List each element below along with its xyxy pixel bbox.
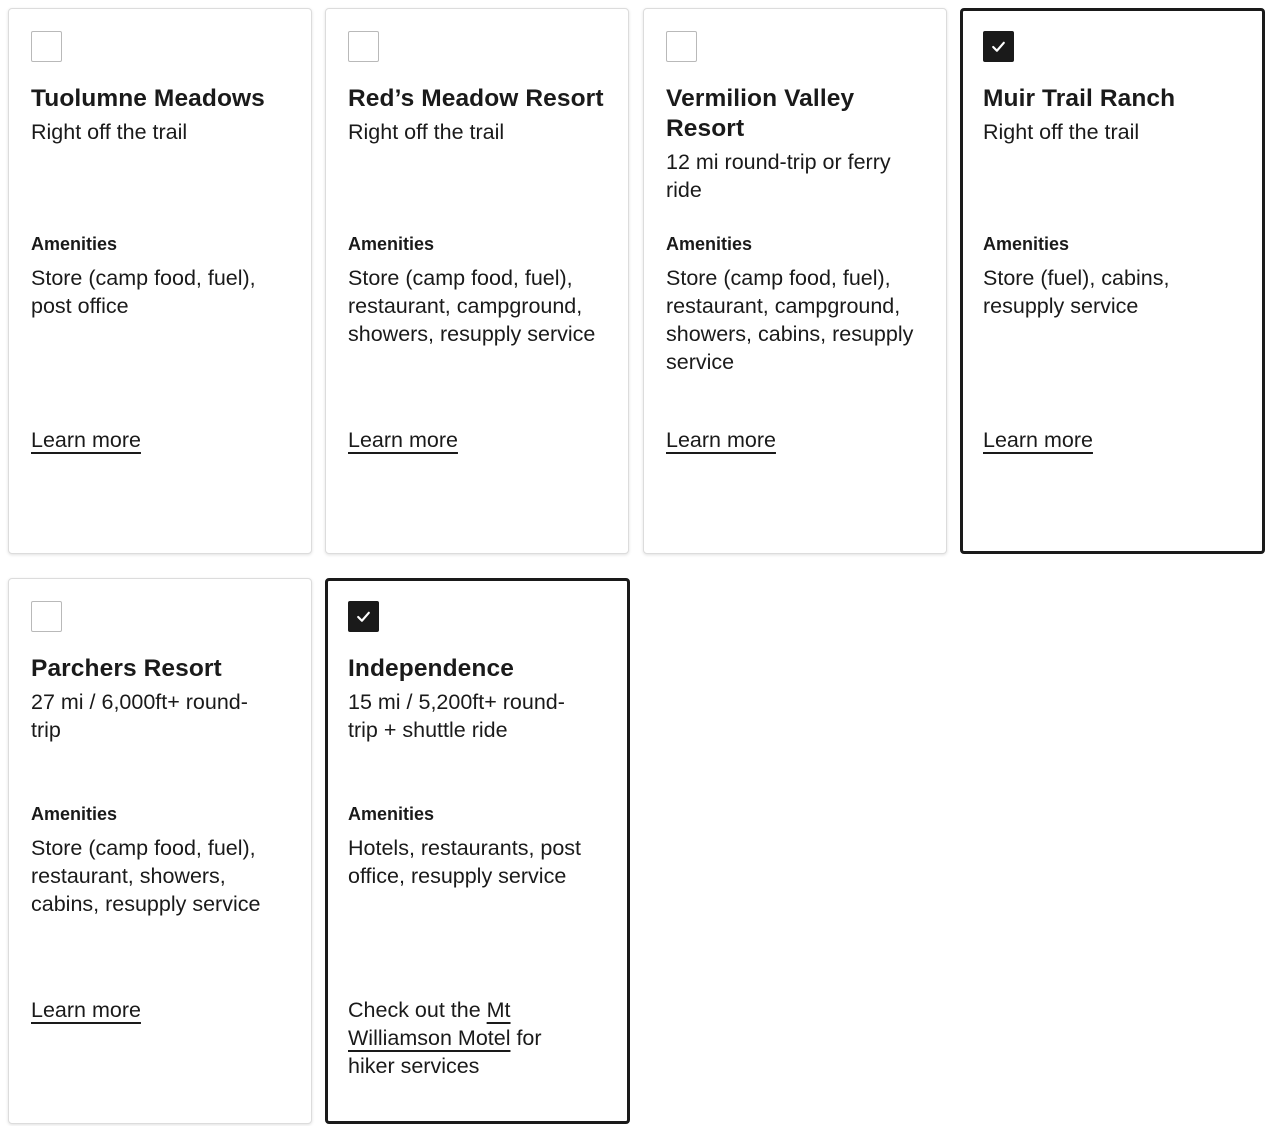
amenities-heading: Amenities (31, 234, 118, 254)
location-name: Tuolumne Meadows (31, 85, 265, 112)
location-name: Muir Trail Ranch (983, 85, 1176, 112)
distance-text: Right off the trail (31, 120, 188, 144)
learn-more-link[interactable]: Learn more (31, 428, 141, 452)
learn-more-link[interactable]: Learn more (666, 428, 776, 452)
select-checkbox[interactable] (983, 31, 1014, 62)
amenities-list: Store (camp food, fuel), restaurant, campground, showers, resupply service (348, 266, 596, 346)
select-checkbox[interactable] (31, 601, 62, 632)
location-name: Parchers Resort (31, 655, 222, 682)
hiker-services-note (348, 996, 567, 1080)
select-checkbox[interactable] (348, 31, 379, 62)
amenities-list: Hotels, restaurants, post office, resupply service (348, 836, 582, 888)
select-checkbox[interactable] (666, 31, 697, 62)
resupply-card-reds-meadow-resort[interactable] (325, 8, 629, 554)
learn-more-link[interactable]: Learn more (31, 998, 141, 1022)
amenities-heading: Amenities (31, 804, 118, 824)
mt-williamson-motel-link[interactable]: Mt Williamson Motel (348, 998, 511, 1050)
select-checkbox[interactable] (31, 31, 62, 62)
distance-text: Right off the trail (348, 120, 505, 144)
amenities-heading: Amenities (983, 234, 1070, 254)
distance-text: Right off the trail (983, 120, 1140, 144)
amenities-list: Store (camp food, fuel), post office (31, 266, 256, 318)
distance-text: 12 mi round-trip or ferry ride (666, 150, 891, 202)
amenities-list: Store (camp food, fuel), restaurant, campground, showers, cabins, resupply service (666, 266, 914, 374)
resupply-card-vermilion-valley-resort[interactable] (643, 8, 947, 554)
amenities-heading: Amenities (348, 234, 435, 254)
resupply-card-independence[interactable] (325, 578, 630, 1124)
resupply-card-parchers-resort[interactable] (8, 578, 312, 1124)
note-text-before: Check out the (348, 998, 487, 1022)
learn-more-link[interactable]: Learn more (348, 428, 458, 452)
resupply-card-muir-trail-ranch[interactable] (960, 8, 1265, 554)
resupply-card-tuolumne-meadows[interactable] (8, 8, 312, 554)
note-text-after: for hiker services (348, 1026, 542, 1078)
select-checkbox[interactable] (348, 601, 379, 632)
checkmark-icon (355, 608, 372, 625)
amenities-list: Store (camp food, fuel), restaurant, showers, cabins, resupply service (31, 836, 261, 916)
amenities-list: Store (fuel), cabins, resupply service (983, 266, 1170, 318)
amenities-heading: Amenities (666, 234, 753, 254)
amenities-heading: Amenities (348, 804, 435, 824)
location-name: Red’s Meadow Resort (348, 85, 604, 112)
checkmark-icon (990, 38, 1007, 55)
learn-more-link[interactable]: Learn more (983, 428, 1093, 452)
distance-text: 15 mi / 5,200ft+ round-trip + shuttle ride (348, 690, 565, 742)
location-name: Vermilion Valley Resort (666, 85, 855, 142)
location-name: Independence (348, 655, 514, 682)
distance-text: 27 mi / 6,000ft+ round-trip (31, 690, 248, 742)
